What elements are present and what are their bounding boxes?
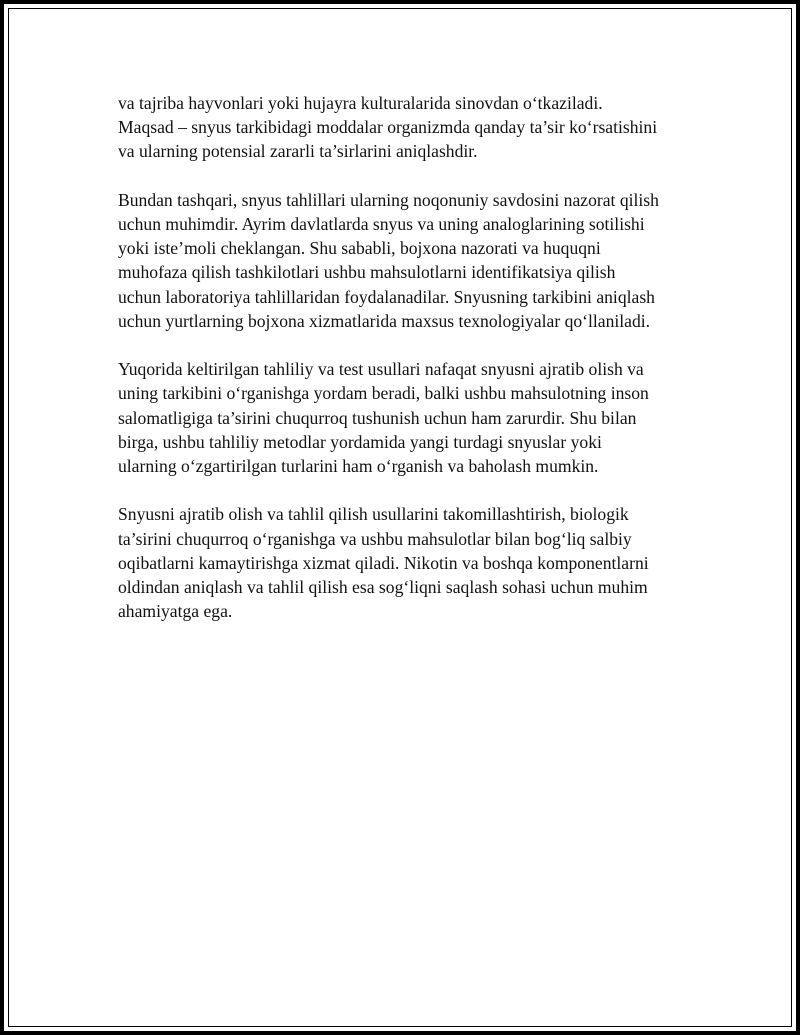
document-body <box>118 91 708 648</box>
text-line: ahamiyatga ega. <box>118 601 233 622</box>
paragraph-1 <box>118 91 708 164</box>
text-line: salomatligiga ta’sirini chuqurroq tushunish uchun ham zarurdir. Shu bilan <box>118 407 637 428</box>
paragraph-2 <box>118 188 708 333</box>
text-line: muhofaza qilish tashkilotlari ushbu mahsulotlarni identifikatsiya qilish <box>118 262 616 283</box>
text-line: Maqsad – snyus tarkibidagi moddalar organizmda qanday ta’sir ko‘rsatishini <box>118 117 658 138</box>
text-line: yoki iste’moli cheklangan. Shu sababli, bojxona nazorati va huquqni <box>118 238 601 259</box>
text-line: va tajriba hayvonlari yoki hujayra kulturalarida sinovdan o‘tkaziladi. <box>118 93 603 113</box>
text-line: uning tarkibini o‘rganishga yordam beradi, balki ushbu mahsulotning inson <box>118 383 649 404</box>
paragraph-3 <box>118 357 708 478</box>
text-line: ularning o‘zgartirilgan turlarini ham o‘rganish va baholash mumkin. <box>118 456 599 477</box>
paragraph-4 <box>118 502 708 623</box>
text-line: ta’sirini chuqurroq o‘rganishga va ushbu mahsulotlar bilan bog‘liq salbiy <box>118 528 632 549</box>
text-line: birga, ushbu tahliliy metodlar yordamida yangi turdagi snyuslar yoki <box>118 431 602 452</box>
text-line: va ularning potensial zararli ta’sirlarini aniqlashdir. <box>118 141 478 162</box>
text-line: uchun muhimdir. Ayrim davlatlarda snyus va uning analoglarining sotilishi <box>118 214 645 234</box>
text-line: uchun laboratoriya tahlillaridan foydalanadilar. Snyusning tarkibini aniqlash <box>118 286 655 307</box>
text-line: Bundan tashqari, snyus tahlillari ularning noqonuniy savdosini nazorat qilish <box>118 189 659 210</box>
page-border-inner <box>8 8 792 1027</box>
text-line: uchun yurtlarning bojxona xizmatlarida maxsus texnologiyalar qo‘llaniladi. <box>118 310 651 331</box>
text-line: oldindan aniqlash va tahlil qilish esa sog‘liqni saqlash sohasi uchun muhim <box>118 577 648 598</box>
text-line: Snyusni ajratib olish va tahlil qilish usullarini takomillashtirish, biologik <box>118 504 629 525</box>
text-line: oqibatlarni kamaytirishga xizmat qiladi. Nikotin va boshqa komponentlarni <box>118 552 649 573</box>
text-line: Yuqorida keltirilgan tahliliy va test usullari nafaqat snyusni ajratib olish va <box>118 359 644 380</box>
